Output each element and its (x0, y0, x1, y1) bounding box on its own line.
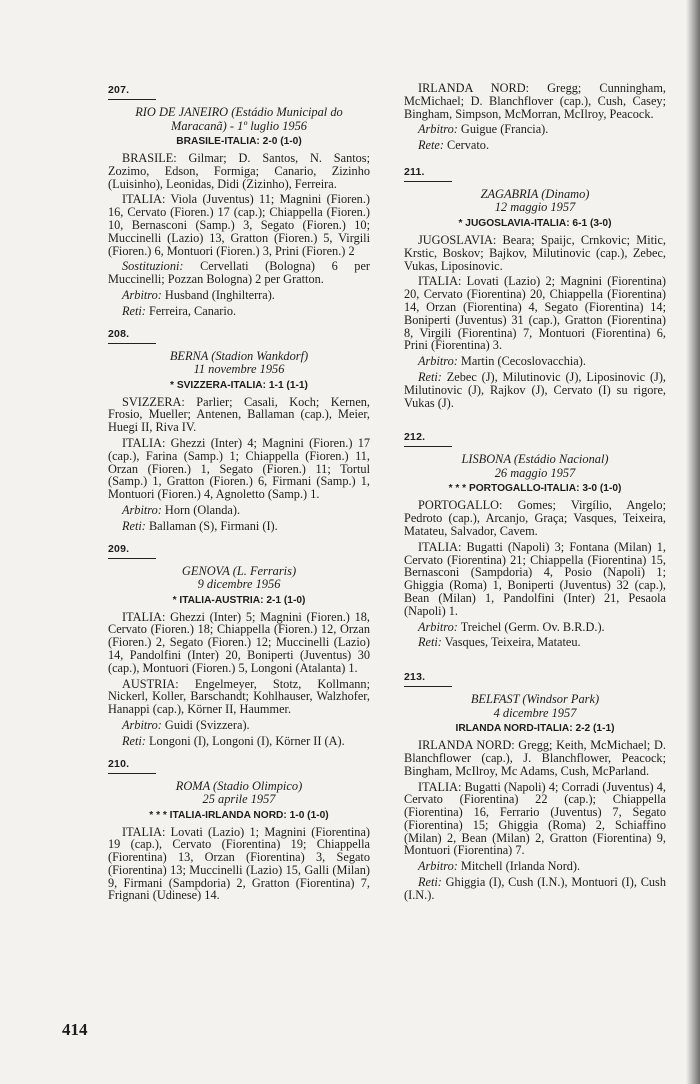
lineup-italy: ITALIA: Bugatti (Napoli) 4; Corradi (Juventus) 4, Cervato (Fiorentina) 22 (cap.); Chiappella (Fiorentina) 16, Ferrario (Juventus) 7, Segato (Fiorentina) 15; Ghiggia (Roma) 2, Schiaffino (Milan) 2, Bean (Milan) 2, Gratton (Fiorentina) 9, Montuori (Fiorentina) 7. (404, 779, 666, 858)
divider (108, 99, 156, 100)
match-date: 11 novembre 1956 (193, 362, 285, 377)
match-date: 26 maggio 1957 (494, 465, 576, 480)
match-result: IRLANDA NORD-ITALIA: 2-2 (1-1) (455, 723, 615, 735)
lineup-italy: ITALIA: Ghezzi (Inter) 5; Magnini (Fioren.) 18, Cervato (Fioren.) 18; Chiappella (Fioren.) 12, Orzan (Fioren.) 2, Segato (Fioren.) 12; Muccinelli (Lazio) 14, Pandolfini (Inter) 20, Boniperti (Juventus) 30 (cap.), Montuori (Fioren.) 5, Longoni (Atalanta) 1. (108, 609, 370, 675)
page-edge-shadow (686, 0, 700, 1084)
match-209 (108, 543, 370, 748)
match-venue: RIO DE JANEIRO (Estádio Municipal do Maracanã) - 1º luglio 1956 (135, 105, 343, 133)
lineup-italy: ITALIA: Viola (Juventus) 11; Magnini (Fioren.) 16, Cervato (Fioren.) 17 (cap.); Chiappella (Fioren.) 10, Bernasconi (Samp.) 3, Segato (Fioren.) 10; Muccinelli (Lazio) 13, Gratton (Fioren.) 5, Virgili (Fioren.) 6, Montuori (Fioren.) 3, Prini (Fioren.) 2 (108, 192, 370, 258)
goals: Rete: Cervato. (418, 138, 490, 153)
lineup-home: BRASILE: Gilmar; D. Santos, N. Santos; Zozimo, Edson, Formiga; Canario, Zizinho (Luisinho), Leonidas, Didi (Zizinho), Ferreira. (108, 151, 370, 191)
lineup-home: JUGOSLAVIA: Beara; Spaijc, Crnkovic; Mitic, Krstic, Boskov; Bajkov, Milutinovic (cap.), Zebec, Vukas, Liposinovic. (404, 232, 666, 273)
page-number: 414 (62, 1020, 88, 1039)
divider (108, 343, 156, 344)
match-venue: BERNA (Stadion Wankdorf) (169, 348, 309, 363)
lineup-home: IRLANDA NORD: Gregg; Keith, McMichael; D. Blanchflower (cap.), J. Blanchflower, Peacock; Bingham, McIlroy, Mc Adams, Cush, McParland. (404, 738, 666, 778)
lineup-italy: ITALIA: Ghezzi (Inter) 4; Magnini (Fioren.) 17 (cap.), Farina (Samp.) 1; Chiappella (Fioren.) 11, Orzan (Fioren.) 1, Segato (Fioren.) 11; Tortul (Samp.) 1, Gratton (Fioren.) 6, Firmani (Samp.) 1, Montuori (Fioren.) 4, Agnoletto (Samp.) 1. (108, 435, 370, 502)
match-number: 208. (108, 327, 130, 340)
lineup-italy: ITALIA: Bugatti (Napoli) 3; Fontana (Milan) 1, Cervato (Fiorentina) 21; Chiappella (Fiorentina) 15, Bernasconi (Sampdoria) 4, Posio (Napoli) 1; Ghiggia (Roma) 1, Boniperti (Juventus) 32 (cap.), Bean (Milan) 1, Pandolfini (Inter) 21, Pesaola (Napoli) 1. (404, 539, 666, 618)
match-result: * SVIZZERA-ITALIA: 1-1 (1-1) (170, 379, 308, 391)
match-date: 9 dicembre 1956 (197, 577, 281, 592)
match-number: 209. (108, 542, 130, 555)
match-venue: ZAGABRIA (Dinamo) (480, 186, 590, 201)
goals: Reti: Ferreira, Canario. (122, 303, 237, 318)
lineup-home: PORTOGALLO: Gomes; Virgílio, Angelo; Pedroto (cap.), Arcanjo, Graça; Vasques, Teixeira, Matateu, Salvador, Cavem. (404, 498, 666, 538)
lineup-home: SVIZZERA: Parlier; Casali, Koch; Kernen, Frosio, Mueller; Antenen, Ballaman (cap.), Meier, Huegi II, Riva IV. (108, 394, 370, 435)
match-207 (108, 84, 370, 318)
match-210 (108, 758, 370, 903)
right-column (404, 82, 666, 912)
divider (108, 773, 156, 774)
match-212 (404, 431, 666, 649)
referee: Arbitro: Guidi (Svizzera). (122, 717, 250, 732)
divider (404, 181, 452, 182)
match-number: 210. (108, 757, 130, 770)
match-date: 12 maggio 1957 (494, 200, 576, 215)
goals: Reti: Ballaman (S), Firmani (I). (122, 518, 278, 533)
divider (108, 558, 156, 559)
match-result: * ITALIA-AUSTRIA: 2-1 (1-0) (172, 594, 306, 606)
referee: Arbitro: Husband (Inghilterra). (122, 287, 275, 302)
goals: Reti: Ghiggia (I), Cush (I.N.), Montuori (I), Cush (I.N.). (404, 875, 666, 902)
match-result: * JUGOSLAVIA-ITALIA: 6-1 (3-0) (458, 217, 612, 229)
referee: Arbitro: Treichel (Germ. Ov. B.R.D.). (418, 619, 605, 634)
match-venue: LISBONA (Estádio Nacional) (461, 452, 609, 467)
lineup-italy: ITALIA: Lovati (Lazio) 2; Magnini (Fiorentina) 20, Cervato (Fiorentina) 20, Chiappella (Fiorentina) 14, Orzan (Fiorentina) 4, Segato (Fiorentina) 14; Boniperti (Juventus) 31 (cap.), Gratton (Fiorentina) 8, Virgili (Fiorentina) 7, Montuori (Fiorentina) 6, Prini (Fiorentina) 3. (404, 274, 666, 353)
referee: Arbitro: Martin (Cecoslovacchia). (418, 354, 586, 369)
match-date: 25 aprile 1957 (202, 792, 276, 806)
referee: Arbitro: Mitchell (Irlanda Nord). (418, 859, 581, 874)
substitutions: Sostituzioni: Cervellati (Bologna) 6 per Muccinelli; Pozzan Bologna) 2 per Gratton. (108, 259, 370, 287)
goals: Reti: Vasques, Teixeira, Matateu. (418, 635, 581, 650)
goals: Reti: Zebec (J), Milutinovic (J), Liposinovic (J), Milutinovic (J), Rajkov (J), Cervato (I) su rigore, Vukas (J). (404, 369, 666, 410)
match-result: * * * ITALIA-IRLANDA NORD: 1-0 (1-0) (149, 809, 329, 821)
match-211 (404, 166, 666, 409)
referee: Arbitro: Horn (Olanda). (122, 502, 241, 517)
lineup-away: AUSTRIA: Engelmeyer, Stotz, Kollmann; Nickerl, Koller, Barschandt; Kohlhauser, Walzhofer, Hanappi (cap.), Körner II, Haummer. (108, 676, 370, 717)
match-venue: ROMA (Stadio Olimpico) (175, 778, 303, 793)
match-date: 4 dicembre 1957 (493, 705, 577, 720)
lineup-away: IRLANDA NORD: Gregg; Cunningham, McMichael; D. Blanchflover (cap.), Cush, Casey; Bingham, Simpson, McMorran, McIlroy, Peacock. (404, 81, 666, 121)
lineup-italy: ITALIA: Lovati (Lazio) 1; Magnini (Fiorentina) 19 (cap.), Cervato (Fiorentina) 19; Chiappella (Fiorentina) 13, Orzan (Fiorentina) 3, Segato (Fiorentina) 13; Muccinelli (Lazio) 15, Galli (Milan) 9, Firmani (Sampdoria) 2, Gratton (Fiorentina) 7, Frignani (Udinese) 14. (108, 824, 370, 903)
match-number: 207. (108, 84, 130, 96)
left-column (108, 84, 370, 912)
match-213 (404, 671, 666, 902)
divider (404, 446, 452, 447)
goals: Reti: Longoni (I), Longoni (I), Körner II (A). (122, 733, 345, 748)
referee: Arbitro: Guigue (Francia). (418, 122, 549, 137)
match-number: 213. (404, 671, 426, 684)
match-number: 211. (404, 165, 425, 178)
divider (404, 686, 452, 687)
match-210-continued (404, 82, 666, 152)
match-208 (108, 328, 370, 533)
match-result: BRASILE-ITALIA: 2-0 (1-0) (176, 136, 302, 147)
match-venue: GENOVA (L. Ferraris) (181, 563, 297, 578)
match-number: 212. (404, 431, 426, 444)
match-venue: BELFAST (Windsor Park) (470, 692, 600, 707)
match-result: * * * PORTOGALLO-ITALIA: 3-0 (1-0) (448, 483, 622, 495)
